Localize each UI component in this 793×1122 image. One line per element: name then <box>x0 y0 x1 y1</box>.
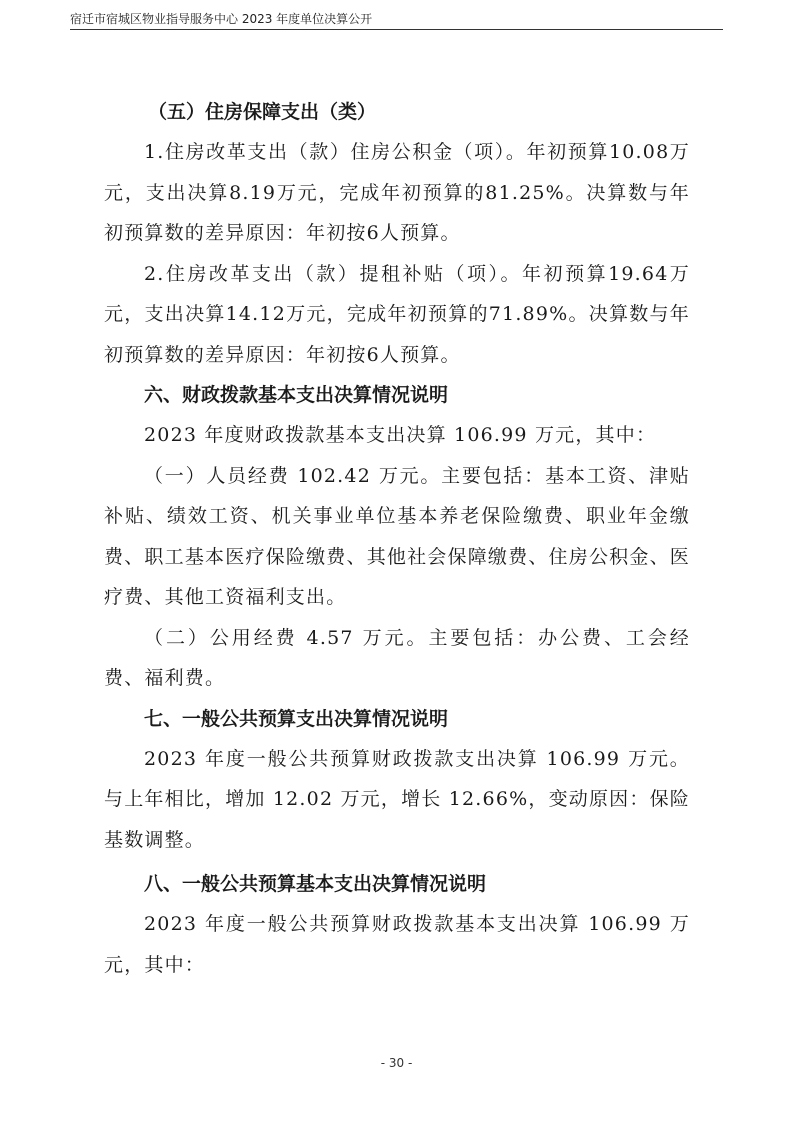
document-body <box>104 92 690 985</box>
header-rule <box>70 29 723 30</box>
page-number: - 30 - <box>380 1056 413 1070</box>
paragraph-basic-expenditure-total: 2023 年度财政拨款基本支出决算 106.99 万元，其中： <box>144 424 657 446</box>
paragraph-public-expense: （二）公用经费 4.57 万元。主要包括：办公费、工会经费、福利费。 <box>104 626 690 689</box>
paragraph-personnel-expense: （一）人员经费 102.42 万元。主要包括：基本工资、津贴补贴、绩效工资、机关事业单位基本养老保险缴费、职业年金缴费、职工基本医疗保险缴费、其他社会保障缴费、住房公积金、医疗费、其他工资福利支出。 <box>104 464 690 608</box>
paragraph-housing-fund: 1.住房改革支出（款）住房公积金（项）。年初预算10.08万元，支出决算8.19万元，完成年初预算的81.25%。决算数与年初预算数的差异原因：年初按6人预算。 <box>104 141 690 244</box>
section-heading-general-budget: 七、一般公共预算支出决算情况说明 <box>144 707 449 730</box>
page-header-title: 宿迁市宿城区物业指导服务中心 2023 年度单位决算公开 <box>70 12 373 26</box>
paragraph-general-budget-basic: 2023 年度一般公共预算财政拨款基本支出决算 106.99 万元，其中： <box>104 913 690 976</box>
section-heading-basic-expenditure: 六、财政拨款基本支出决算情况说明 <box>144 384 449 406</box>
paragraph-rent-subsidy: 2.住房改革支出（款）提租补贴（项）。年初预算19.64万元，支出决算14.12万元，完成年初预算的71.89%。决算数与年初预算数的差异原因：年初按6人预算。 <box>104 262 690 366</box>
section-heading-general-budget-basic: 八、一般公共预算基本支出决算情况说明 <box>144 873 487 895</box>
paragraph-general-budget: 2023 年度一般公共预算财政拨款支出决算 106.99 万元。与上年相比，增加 12.02 万元，增长 12.66%，变动原因：保险基数调整。 <box>104 747 690 851</box>
page-header <box>70 10 723 28</box>
section-heading-housing: （五）住房保障支出（类） <box>148 101 377 123</box>
